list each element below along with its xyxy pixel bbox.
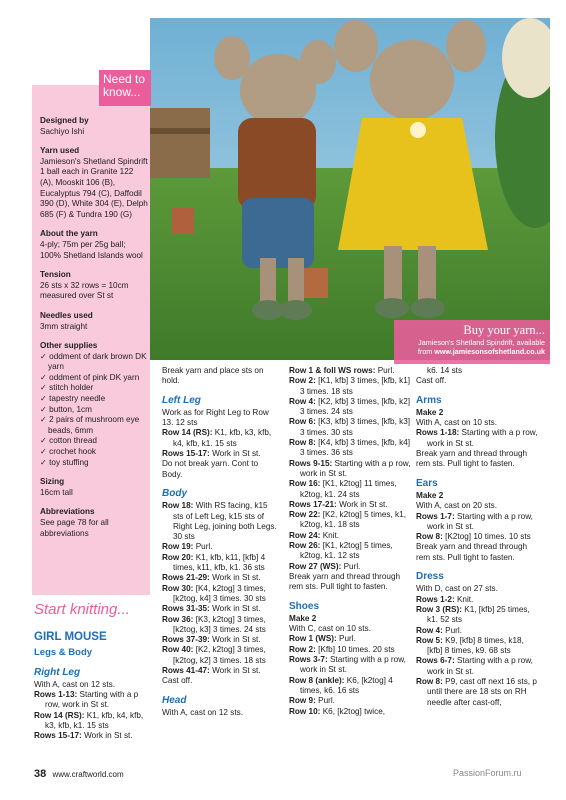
site-url[interactable]: www.craftworld.com xyxy=(52,770,124,779)
row-label: Rows 1-18: xyxy=(416,428,460,438)
row-text: Starting with a p row, work in St st. xyxy=(427,656,533,676)
row-text: Work in St st. xyxy=(212,573,261,583)
row-text: Do not break yarn. Cont to Body. xyxy=(162,459,259,479)
row-text: Knit. xyxy=(322,530,340,540)
row-text: Purl. xyxy=(377,366,395,375)
instruction-text: With A, cast on 12 sts. xyxy=(162,707,243,717)
row-label: Row 2: xyxy=(289,644,316,654)
about-yarn-text: 4-ply; 75m per 25g ball; 100% Shetland Islands wool xyxy=(40,239,143,260)
arms-heading: Arms xyxy=(416,394,442,406)
row-text: Break yarn and thread through rem sts. Pull tight to fasten. xyxy=(289,571,401,592)
row-text: Work in St st. xyxy=(339,499,388,509)
instruction-row xyxy=(289,655,411,676)
row-text: K1, kfb, k4, kfb, k3, kfb, k1. 15 sts xyxy=(45,710,144,731)
supply-item: ✓ oddment of dark brown DK yarn xyxy=(40,351,147,372)
photo-knitted-mice xyxy=(150,18,550,360)
instruction-row xyxy=(289,366,411,376)
row-label: Row 8: xyxy=(416,532,443,542)
sizing-heading: Sizing xyxy=(40,477,65,487)
watermark: PassionForum.ru xyxy=(453,768,522,778)
pattern-column-4 xyxy=(416,366,540,708)
supply-item: ✓ toy stuffing xyxy=(40,457,89,467)
instruction-row xyxy=(289,500,411,510)
row-text: [K3, k2tog] 3 times, [k2tog, k3] 3 times. 24 sts xyxy=(173,614,266,634)
supply-item: ✓ oddment of pink DK yarn xyxy=(40,372,140,382)
row-label: Row 36: xyxy=(162,614,194,624)
row-text: With D, cast on 27 sts. xyxy=(416,584,498,594)
instruction-row xyxy=(289,541,411,562)
row-text: [K2tog] 10 times. 10 sts xyxy=(445,532,531,542)
sidebar-content xyxy=(40,116,148,548)
row-text: Work in St st. xyxy=(84,731,133,741)
instruction-row xyxy=(416,584,540,594)
pattern-column-3 xyxy=(289,366,411,717)
row-label: Rows 1-7: xyxy=(416,511,455,521)
ears-heading: Ears xyxy=(416,477,438,489)
head-heading: Head xyxy=(162,694,187,706)
buy-yarn-from: from xyxy=(417,347,433,356)
supply-item: ✓ cotton thread xyxy=(40,436,97,446)
row-label: Row 8 (ankle): xyxy=(289,675,345,685)
right-leg-heading: Right Leg xyxy=(34,666,81,678)
pattern-column-1 xyxy=(34,627,152,742)
row-label: Rows 15-17: xyxy=(162,449,210,459)
legs-body-heading: Legs & Body xyxy=(34,647,93,659)
row-label: Rows 3-7: xyxy=(289,655,328,665)
instruction-row xyxy=(162,635,280,645)
buy-yarn-box xyxy=(394,320,550,364)
girl-mouse-heading: GIRL MOUSE xyxy=(34,631,107,643)
instruction-row xyxy=(416,636,540,657)
instruction-row xyxy=(162,666,280,676)
row-text: K1, kfb, k3, kfb, k4, kfb, k1. 15 sts xyxy=(173,428,272,448)
tension-heading: Tension xyxy=(40,270,71,280)
row-label: Rows 1-2: xyxy=(416,594,455,604)
instruction-row xyxy=(162,408,280,429)
row-label: Row 19: xyxy=(162,542,194,552)
designed-by-heading: Designed by xyxy=(40,116,89,125)
row-label: Row 4: xyxy=(416,625,443,635)
row-text: Work in St st. xyxy=(212,666,261,676)
instruction-row xyxy=(416,542,540,563)
row-text: K6, [k2tog] 4 times, k6. 16 sts xyxy=(300,675,393,695)
instruction-row xyxy=(289,510,411,531)
row-text: Starting with a p row, work in St st. xyxy=(427,428,538,448)
row-text: Break yarn and thread through rem sts. Pull tight to fasten. xyxy=(416,542,528,562)
row-text: With A, cast on 10 sts. xyxy=(416,418,497,428)
supply-item: ✓ crochet hook xyxy=(40,447,97,457)
make-2-label: Make 2 xyxy=(289,613,317,623)
instruction-text: Cast off. xyxy=(416,376,447,386)
row-text: With C, cast on 10 sts. xyxy=(289,624,371,634)
row-text: Break yarn and thread through rem sts. Pull tight to fasten. xyxy=(416,449,528,469)
row-label: Rows 21-29: xyxy=(162,573,210,583)
instruction-row xyxy=(289,479,411,500)
row-label: Row 5: xyxy=(416,635,443,645)
instruction-row xyxy=(162,615,280,636)
row-text: [K1, kfb] 3 times, [kfb, k1] 3 times. 18 sts xyxy=(300,376,411,396)
needles-heading: Needles used xyxy=(40,310,93,320)
instruction-row xyxy=(416,428,540,449)
row-text: K1, kfb, k11, [kfb] 4 times, k11, kfb, k1. 36 sts xyxy=(173,552,266,573)
instruction-row xyxy=(416,501,540,511)
buy-yarn-line: Jamieson's Shetland Spindrift, available xyxy=(418,338,545,347)
row-text: Purl. xyxy=(343,561,361,571)
row-label: Row 22: xyxy=(289,510,321,520)
supply-item: ✓ 2 pairs of mushroom eye beads, 6mm xyxy=(40,415,140,435)
row-label: Row 3 (RS): xyxy=(416,604,462,614)
instruction-row xyxy=(162,553,280,574)
make-2-label: Make 2 xyxy=(416,407,444,417)
instruction-row xyxy=(289,634,411,644)
row-label: Row 16: xyxy=(289,479,321,489)
row-text: [K3, kfb] 3 times, [kfb, k3] 3 times. 30 sts xyxy=(300,417,411,437)
instruction-row xyxy=(416,449,540,470)
instruction-row xyxy=(162,645,280,666)
instruction-row xyxy=(34,711,152,732)
instruction-row xyxy=(416,512,540,533)
row-label: Row 27 (WS): xyxy=(289,561,342,571)
row-label: Row 14 (RS): xyxy=(162,428,213,438)
instruction-row xyxy=(34,731,152,741)
page-margin xyxy=(0,0,28,800)
yarn-used-heading: Yarn used xyxy=(40,146,80,156)
row-label: Row 40: xyxy=(162,645,194,655)
supply-item: ✓ button, 1cm xyxy=(40,404,92,414)
row-label: Rows 9-15: xyxy=(289,458,333,468)
instruction-row xyxy=(289,562,411,572)
row-label: Row 24: xyxy=(289,530,321,540)
instruction-row xyxy=(416,677,540,708)
instruction-row xyxy=(162,542,280,552)
row-label: Row 8: xyxy=(289,438,316,448)
row-text: Starting with a p row, work in St st. xyxy=(427,511,533,531)
instruction-text: k6. 14 sts xyxy=(427,366,463,375)
buy-yarn-url[interactable]: www.jamiesonsofshetland.co.uk xyxy=(434,347,545,356)
row-text: Starting with a p row, work in St st. xyxy=(45,690,139,710)
supplies-heading: Other supplies xyxy=(40,341,98,351)
instruction-row xyxy=(289,696,411,706)
row-text: P9, cast off next 16 sts, p until there are 18 sts on RH needle after cast-off, xyxy=(427,677,537,707)
row-label: Row 8: xyxy=(416,677,443,687)
row-text: Cast off. xyxy=(162,676,193,686)
row-text: Purl. xyxy=(445,625,462,635)
instruction-row xyxy=(289,417,411,438)
instruction-row xyxy=(162,573,280,583)
row-label: Row 1 (WS): xyxy=(289,634,337,644)
row-label: Rows 1-13: xyxy=(34,690,78,700)
instruction-row xyxy=(34,690,152,711)
instruction-row xyxy=(162,459,280,480)
row-label: Rows 41-47: xyxy=(162,666,210,676)
row-text: With A, cast on 20 sts. xyxy=(416,501,497,511)
instruction-row xyxy=(289,572,411,593)
row-label: Rows 15-17: xyxy=(34,731,82,741)
abbreviations-text: See page 78 for all abbreviations xyxy=(40,518,109,538)
supply-item: ✓ tapestry needle xyxy=(40,394,106,404)
yarn-used-text: Jamieson's Shetland Spindrift 1 ball each in Granite 122 (A), Mooskit 106 (B), Eucalyptus 794 (C), Daffodil 390 (D), White 304 (E), Delph 685 (F) & Tundra 190 (G) xyxy=(40,156,148,219)
designer-name: Sachiyo Ishi xyxy=(40,126,85,136)
row-text: K1, [kfb] 25 times, k1. 52 sts xyxy=(427,604,530,625)
row-text: Work in St st. xyxy=(212,635,261,645)
instruction-row xyxy=(162,501,280,542)
row-text: Work in St st. xyxy=(212,604,261,614)
row-text: K6, [k2tog] twice, xyxy=(322,706,386,716)
instruction-row xyxy=(416,595,540,605)
instruction-row xyxy=(289,624,411,634)
row-label: Rows 6-7: xyxy=(416,656,455,666)
row-label: Row 1 & foll WS rows: xyxy=(289,366,376,375)
instruction-row xyxy=(162,584,280,605)
row-text: With RS facing, k15 sts of Left Leg, k15 sts of Right Leg, joining both Legs. 30 sts xyxy=(173,501,277,542)
row-text: Knit. xyxy=(456,594,474,604)
shoes-heading: Shoes xyxy=(289,600,320,612)
page-footer xyxy=(34,768,124,780)
instruction-text: Break yarn and place sts on hold. xyxy=(162,366,264,386)
row-text: [K1, k2tog] 5 times, k2tog, k1. 12 sts xyxy=(300,541,393,561)
supply-item: ✓ stitch holder xyxy=(40,383,94,393)
body-heading: Body xyxy=(162,487,187,499)
instruction-row xyxy=(416,656,540,677)
instruction-row xyxy=(289,676,411,697)
row-text: [K2, k2tog] 5 times, k1, k2tog, k1. 18 sts xyxy=(300,510,406,530)
instruction-row xyxy=(416,532,540,542)
row-text: [K1, k2tog] 11 times, k2tog, k1. 24 sts xyxy=(300,479,397,499)
row-text: Starting with a p row, work in St st. xyxy=(300,458,411,478)
instruction-row xyxy=(289,707,411,717)
make-2-label: Make 2 xyxy=(416,490,444,500)
instruction-row xyxy=(289,531,411,541)
row-text: [K2, kfb] 3 times, [kfb, k2] 3 times. 24 sts xyxy=(300,396,411,417)
abbreviations-heading: Abbreviations xyxy=(40,507,95,517)
instruction-row xyxy=(289,645,411,655)
row-text: Work as for Right Leg to Row 13. 12 sts xyxy=(162,407,269,428)
row-label: Rows 37-39: xyxy=(162,635,210,645)
row-text: With A, cast on 12 sts. xyxy=(34,679,115,689)
row-text: Purl. xyxy=(318,696,335,706)
instruction-row xyxy=(162,604,280,614)
row-text: [Kfb] 10 times. 20 sts xyxy=(318,644,395,654)
row-text: [K4, k2tog] 3 times, [k2tog, k4] 3 times. 30 sts xyxy=(173,583,266,603)
buy-yarn-title: Buy your yarn... xyxy=(463,323,545,337)
row-text: [K4, kfb] 3 times, [kfb, k4] 3 times. 36 sts xyxy=(300,438,411,458)
left-leg-heading: Left Leg xyxy=(162,394,201,406)
row-label: Row 2: xyxy=(289,376,316,386)
instruction-row xyxy=(416,605,540,626)
instruction-row xyxy=(289,376,411,397)
about-yarn-heading: About the yarn xyxy=(40,229,98,239)
row-label: Row 20: xyxy=(162,552,194,562)
instruction-row xyxy=(289,459,411,480)
row-label: Row 9: xyxy=(289,696,316,706)
tension-text: 26 sts x 32 rows = 10cm measured over St st xyxy=(40,280,129,301)
page-number: 38 xyxy=(34,768,47,780)
row-label: Row 14 (RS): xyxy=(34,710,85,720)
row-label: Row 30: xyxy=(162,583,194,593)
row-label: Row 10: xyxy=(289,706,321,716)
pattern-column-2 xyxy=(162,366,280,718)
start-knitting-heading: Start knitting... xyxy=(34,601,130,618)
needles-text: 3mm straight xyxy=(40,321,88,331)
instruction-row xyxy=(289,438,411,459)
row-text: [K2, k2tog] 3 times, [k2tog, k2] 3 times. 18 sts xyxy=(173,645,266,665)
row-label: Row 6: xyxy=(289,417,316,427)
row-label: Row 26: xyxy=(289,541,321,551)
instruction-row xyxy=(162,449,280,459)
need-to-know-label: Need to know... xyxy=(99,70,151,106)
row-text: Work in St st. xyxy=(212,449,261,459)
row-label: Row 18: xyxy=(162,501,194,511)
instruction-row xyxy=(162,676,280,686)
row-label: Rows 31-35: xyxy=(162,604,210,614)
instruction-row xyxy=(162,428,280,449)
row-label: Rows 17-21: xyxy=(289,499,337,509)
instruction-row xyxy=(416,418,540,428)
supplies-list xyxy=(40,352,148,469)
dress-heading: Dress xyxy=(416,571,444,583)
row-text: Purl. xyxy=(195,542,213,552)
row-label: Row 4: xyxy=(289,396,316,406)
row-text: Starting with a p row, work in St st. xyxy=(300,655,406,675)
sizing-text: 16cm tall xyxy=(40,487,73,497)
row-text: Purl. xyxy=(339,634,356,644)
instruction-row xyxy=(416,626,540,636)
instruction-row xyxy=(289,397,411,418)
instruction-row xyxy=(34,680,152,690)
row-text: K9, [kfb] 8 times, k18, [kfb] 8 times, k9. 68 sts xyxy=(427,635,524,656)
